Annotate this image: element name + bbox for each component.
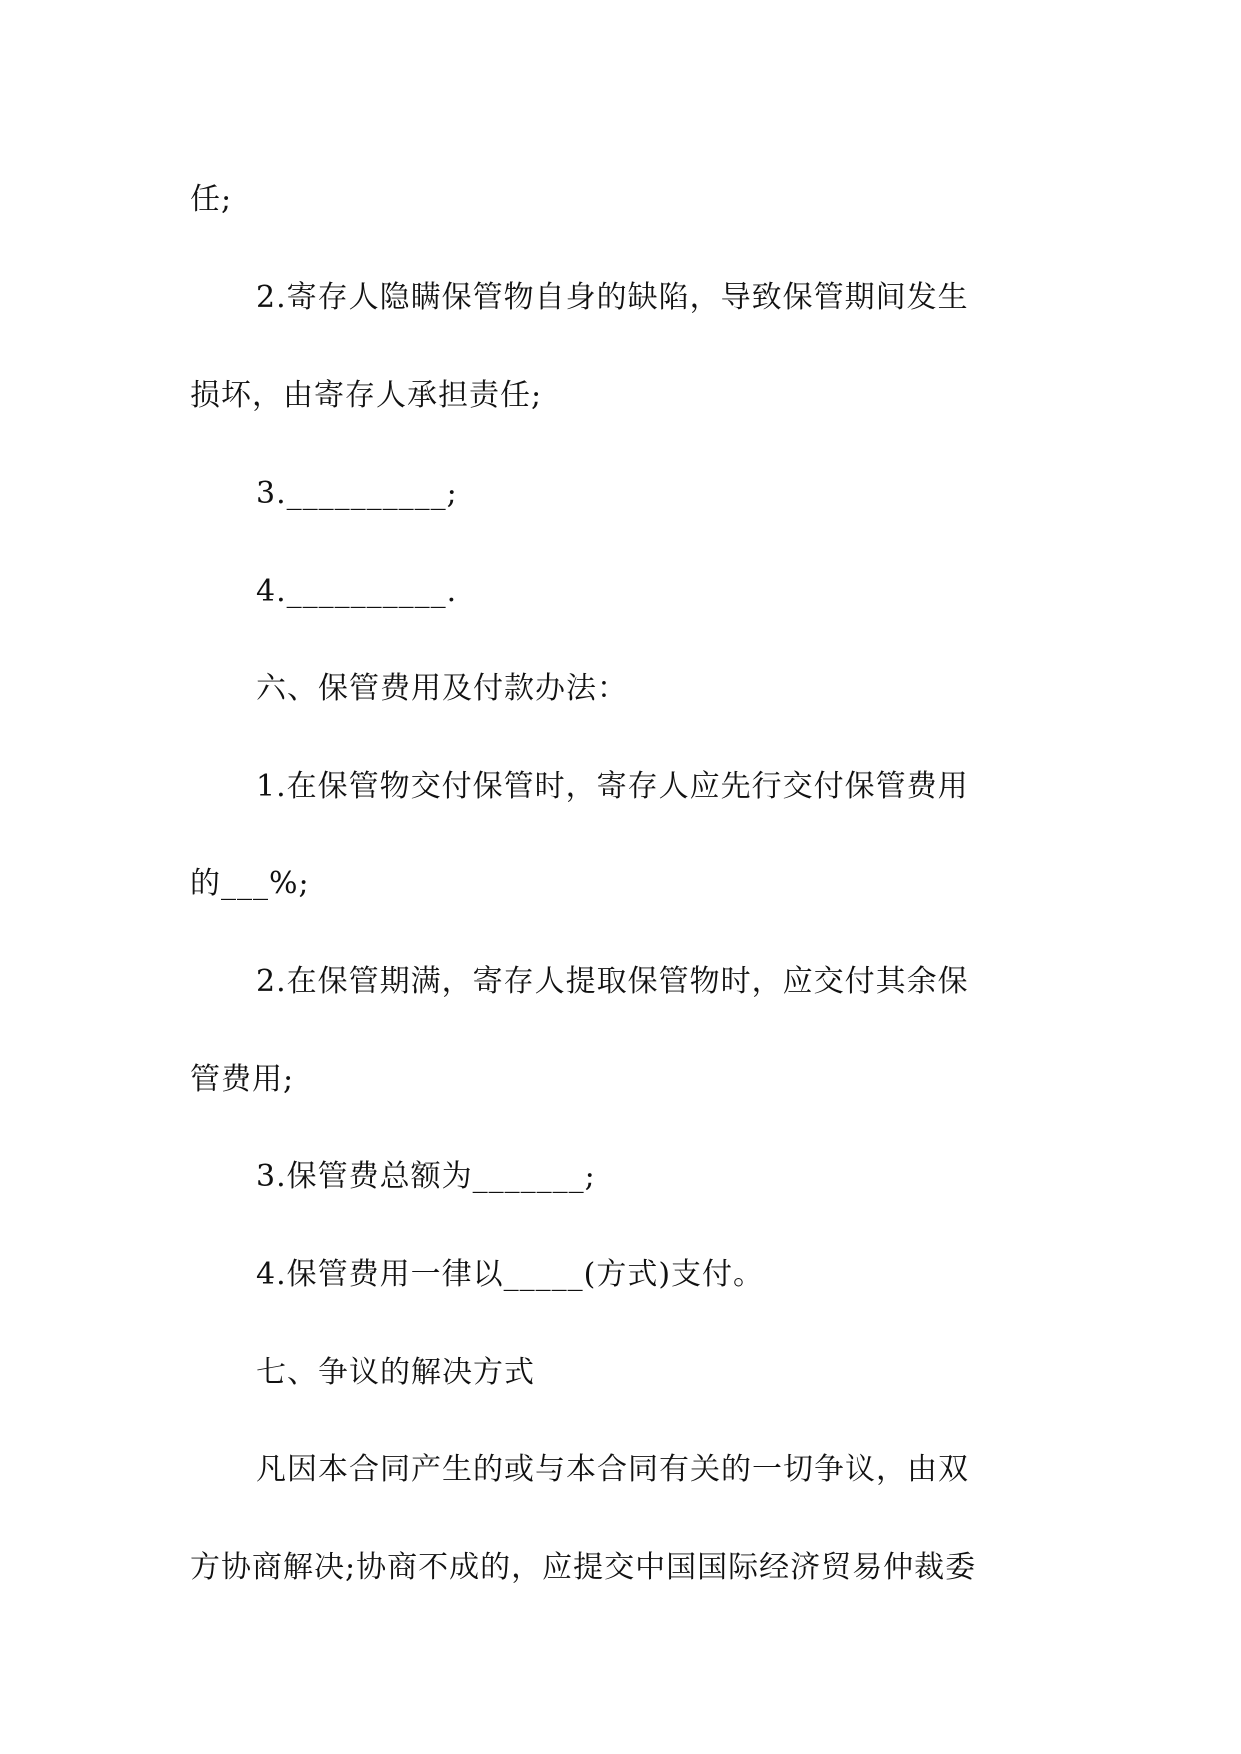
text-line-8: 的___%; (190, 866, 310, 901)
section-heading-7: 七、争议的解决方式 (256, 1355, 535, 1390)
text-line-14: 凡因本合同产生的或与本合同有关的一切争议，由双 (256, 1452, 969, 1487)
text-line-12: 4.保管费用一律以_____(方式)支付。 (256, 1257, 765, 1292)
text-line-5: 4.__________. (256, 574, 458, 609)
text-line-9: 2.在保管期满，寄存人提取保管物时，应交付其余保 (256, 964, 969, 999)
text-line-10: 管费用; (190, 1062, 295, 1097)
text-line-4: 3.__________; (256, 476, 458, 511)
text-line-11: 3.保管费总额为_______; (256, 1159, 596, 1194)
text-line-3: 损坏，由寄存人承担责任; (190, 378, 543, 413)
text-line-15: 方协商解决;协商不成的，应提交中国国际经济贸易仲裁委 (190, 1550, 977, 1585)
text-line-1: 任; (190, 182, 233, 217)
section-heading-6: 六、保管费用及付款办法： (256, 671, 628, 706)
text-line-2: 2.寄存人隐瞒保管物自身的缺陷，导致保管期间发生 (256, 280, 969, 315)
text-line-7: 1.在保管物交付保管时，寄存人应先行交付保管费用 (256, 769, 969, 804)
